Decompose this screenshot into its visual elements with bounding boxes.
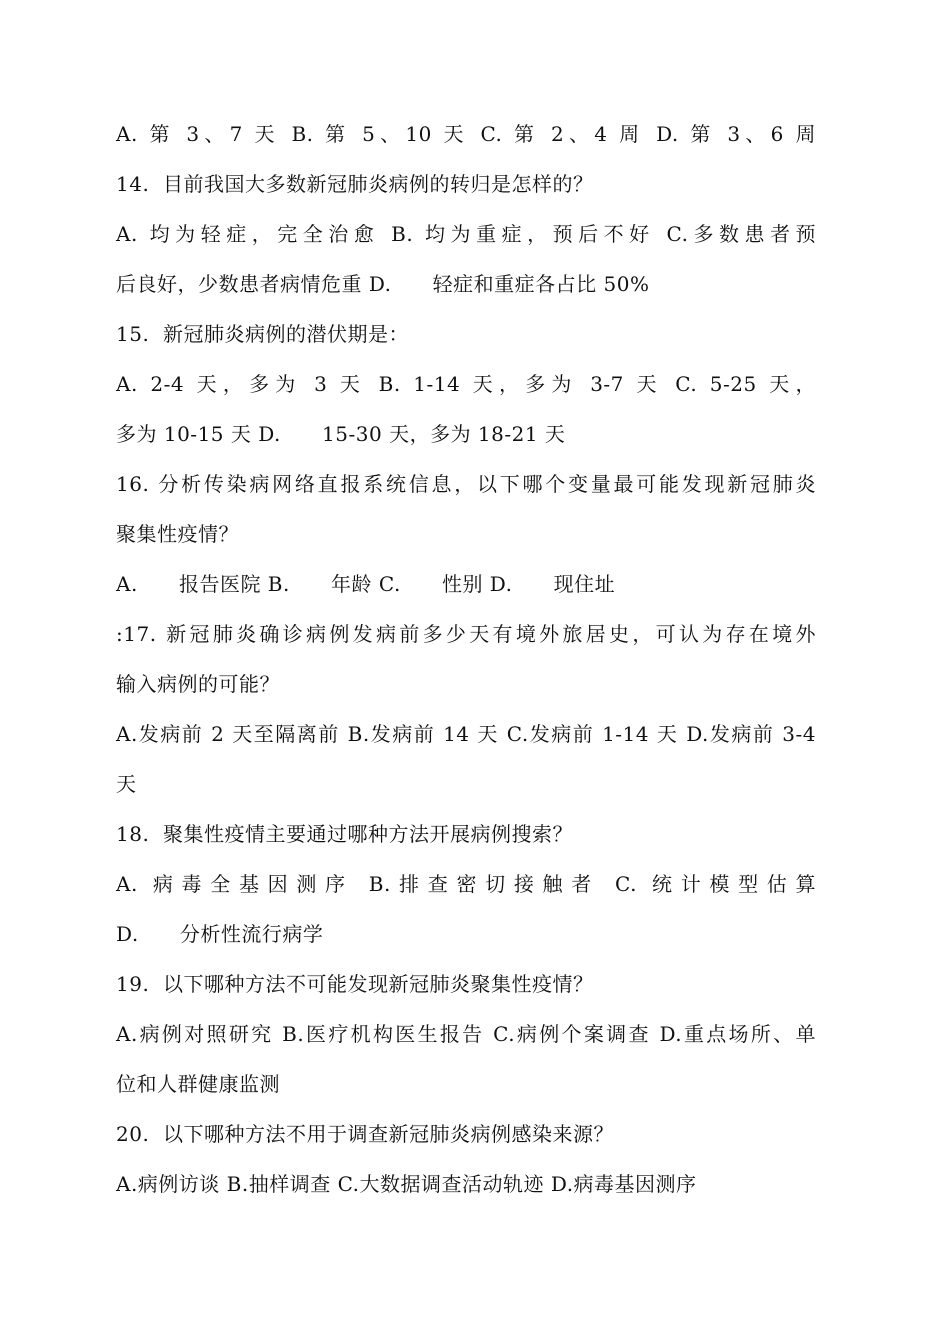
q19-options-line2: 位和人群健康监测 [116,1072,280,1096]
q14-question: 14. 目前我国大多数新冠肺炎病例的转归是怎样的？ [116,172,594,196]
q20-question: 20. 以下哪种方法不用于调查新冠肺炎病例感染来源？ [116,1122,615,1146]
q14-options-line2: 后良好，少数患者病情危重 D. 轻症和重症各占比 50% [116,272,650,296]
q13-options: A. 第 3、7 天 B. 第 5、10 天 C. 第 2、4 周 D. 第 3、6 周 [116,122,816,146]
q17-question-line1: :17. 新冠肺炎确诊病例发病前多少天有境外旅居史，可认为存在境外 [116,622,816,646]
q19-question: 19. 以下哪种方法不可能发现新冠肺炎聚集性疫情？ [116,972,594,996]
q15-question: 15. 新冠肺炎病例的潜伏期是： [116,322,410,346]
q15-options-line2: 多为 10-15 天 D. 15-30 天，多为 18-21 天 [116,422,566,446]
q18-options-line2: D. 分析性流行病学 [116,922,324,946]
q20-options: A.病例访谈 B.抽样调查 C.大数据调查活动轨迹 D.病毒基因测序 [116,1172,697,1196]
q17-options-line1: A.发病前 2 天至隔离前 B.发病前 14 天 C.发病前 1-14 天 D.发病前 3-4 [116,722,816,746]
q18-question: 18. 聚集性疫情主要通过哪种方法开展病例搜索？ [116,822,574,846]
q16-question-line2: 聚集性疫情？ [116,522,239,546]
q19-options-line1: A.病例对照研究 B.医疗机构医生报告 C.病例个案调查 D.重点场所、单 [116,1022,816,1046]
q18-options-line1: A. 病毒全基因测序 B.排查密切接触者 C. 统计模型估算 [116,872,816,896]
q16-options: A. 报告医院 B. 年龄 C. 性别 D. 现住址 [116,572,616,596]
q16-question-line1: 16. 分析传染病网络直报系统信息，以下哪个变量最可能发现新冠肺炎 [116,472,816,496]
q14-options-line1: A. 均为轻症，完全治愈 B. 均为重症，预后不好 C.多数患者预 [116,222,816,246]
q17-options-line2: 天 [116,772,137,796]
q17-question-line2: 输入病例的可能？ [116,672,280,696]
q15-options-line1: A. 2-4 天，多为 3 天 B. 1-14 天，多为 3-7 天 C. 5-25 天， [116,372,816,396]
